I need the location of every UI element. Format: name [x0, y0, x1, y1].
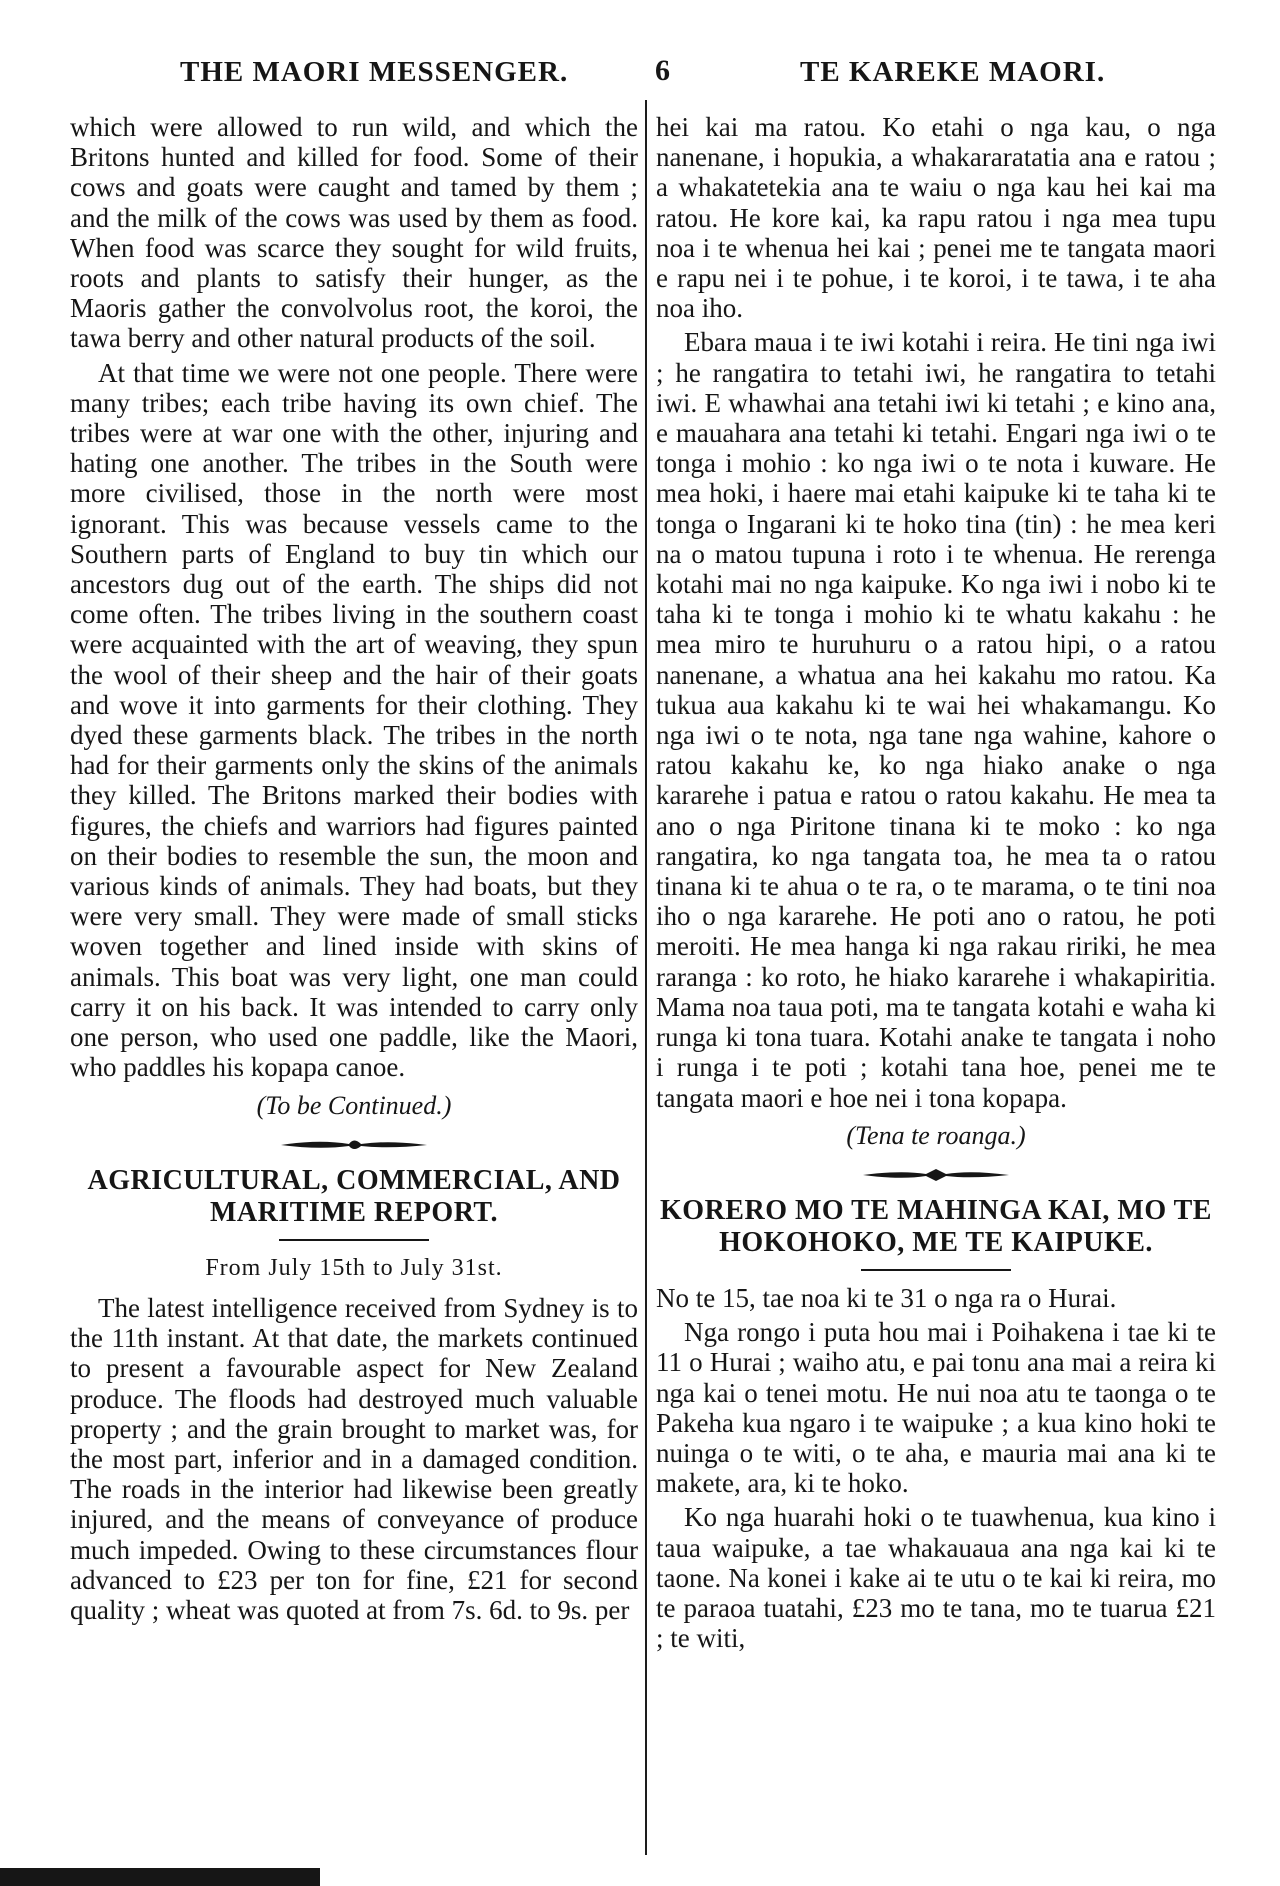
title-rule — [861, 1269, 1011, 1271]
column-divider — [645, 100, 647, 1855]
maori-column — [656, 112, 1216, 1657]
english-column — [70, 112, 638, 1629]
title-rule — [279, 1239, 429, 1241]
maori-dateline: No te 15, tae noa ki te 31 o nga ra o Hurai. — [656, 1282, 1117, 1313]
to-be-continued-note: (To be Continued.) — [256, 1090, 452, 1120]
masthead — [40, 48, 1240, 88]
english-report-title: AGRICULTURAL, COMMERCIAL, AND MARITIME REPORT. — [87, 1164, 621, 1228]
english-masthead-title: THE MAORI MESSENGER. — [180, 56, 569, 88]
maori-report-paragraph: Ko nga huarahi hoki o te tuawhenua, kua kino i taua waipuke, a tae whakauaua ana nga kai ki te taone. Na konei i kake ai te utu o te kai ki reira, mo te paraoa tuatahi, £23 mo te tana, mo te tuarua £21 ; te witi, — [656, 1502, 1216, 1654]
english-paragraph: At that time we were not one people. There were many tribes; each tribe having its own chief. The tribes were at war one with the other, injuring and hating one another. The tribes in the South were more civilised, those in the north were most ignorant. This was because vessels came to the Southern parts of England to buy tin which our ancestors dug out of the earth. The ships did not come often. The tribes living in the southern coast were acquainted with the art of weaving, they spun the wool of their sheep and the hair of their goats and wove it into garments for their clothing. They dyed these garments black. The tribes in the north had for their garments only the skins of the animals they killed. The Britons marked their bodies with figures, the chiefs and warriors had figures painted on their bodies to resemble the sun, the moon and various kinds of animals. They had boats, but they were very small. They were made of small sticks woven together and lined inside with skins of animals. This boat was very light, one man could carry it on his back. It was intended to carry only one person, who used one paddle, like the Maori, who paddles his kopapa canoe. — [70, 357, 638, 1083]
english-paragraph: which were allowed to run wild, and which the Britons hunted and killed for food. Some of their cows and goats were caught and tamed by them ; and the milk of the cows was used by them as food. When food was scarce they sought for wild fruits, roots and plants to satisfy their hunger, as the Maoris gather the convolvolus root, the koroi, the tawa berry and other natural products of the soil. — [70, 112, 638, 354]
maori-paragraph: hei kai ma ratou. Ko etahi o nga kau, o nga nanenane, i hopukia, a whakararatatia ana e ratou ; a whakatetekia ana te waiu o nga kau hei kai ma ratou. He kore kai, ka rapu ratou i nga mea tupu noa i te whenua hei kai ; penei me te tangata maori e rapu nei i te pohue, i te koroi, i te tawa, i te aha noa iho. — [656, 112, 1216, 324]
maori-masthead-title: TE KAREKE MAORI. — [800, 56, 1106, 88]
flourish-ornament-icon — [279, 1135, 429, 1153]
maori-report-paragraph: Nga rongo i puta hou mai i Poihakena i tae ki te 11 o Hurai ; waiho atu, e pai tonu ana mai a reira ki nga kai o tenei motu. He nui noa atu te taonga o te Pakeha kua ngaro i te waipuke ; a kua kino hoki te nuinga o te witi, o te aha, e mauria mai ana ki te makete, ara, ki te hoko. — [656, 1317, 1216, 1499]
maori-paragraph: Ebara maua i te iwi kotahi i reira. He tini nga iwi ; he rangatira to tetahi iwi, he rangatira to tetahi iwi. E whawhai ana tetahi iwi ki tetahi ; e kino ana, e mauahara ana tetahi ki tetahi. Engari nga iwi o te tonga i mohio : ko nga iwi o te nota i kuware. He mea hoki, i haere mai etahi kaipuke ki te taha ki te tonga o Ingarani ki te hoko tina (tin) : he mea keri na o matou tupuna i roto i te whenua. He rerenga kotahi mai no nga kaipuke. Ko nga iwi i nobo ki te taha ki te tonga i mohio ki te whatu kakahu : he mea miro te huruhuru o a ratou hipi, o a ratou nanenane, a whatua ana hei kakahu mo ratou. Ka tukua aua kakahu ki te wai hei whakamangu. Ko nga iwi o te nota, nga tane nga wahine, kahore o ratou kakahu ke, ko nga hiako anake o nga kararehe i patua e ratou o ratou kakahu. He mea ta ano o nga Piritone tinana ki te moko : ko nga rangatira, ko nga tangata toa, he mea ta o ratou tinana ki te ahua o te ra, o te marama, o te tini noa iho o nga kararehe. He poti ano o ratou, he poti meroiti. He mea hanga ki nga rakau ririki, he mea raranga : ko roto, he hiako kararehe i whakapiritia. Mama noa taua poti, ma te tangata kotahi e waha ki runga ki tona tuara. Kotahi anake te tangata i noho i runga i te poti ; kotahi tana hoe, penei me te tangata maori e hoe nei i tona kopapa. — [656, 327, 1216, 1113]
english-report-paragraph: The latest intelligence received from Sydney is to the 11th instant. At that date, the markets continued to present a favourable aspect for New Zealand produce. The floods had destroyed much valuable property ; and the grain brought to market was, for the most part, inferior and in a damaged condition. The roads in the interior had likewise been greatly injured, and the means of conveyance of produce much impeded. Owing to these circumstances flour advanced to £23 per ton for fine, £21 for second quality ; wheat was quoted at from 7s. 6d. to 9s. per — [70, 1292, 638, 1625]
english-dateline: From July 15th to July 31st. — [205, 1254, 503, 1281]
flourish-ornament-icon — [861, 1165, 1011, 1183]
maori-report-title: KORERO MO TE MAHINGA KAI, MO TE HOKOHOKO, ME TE KAIPUKE. — [660, 1194, 1212, 1258]
page-edge-smudge — [0, 1868, 320, 1886]
tena-te-roanga-note: (Tena te roanga.) — [846, 1120, 1026, 1150]
page-number: 6 — [655, 54, 671, 87]
